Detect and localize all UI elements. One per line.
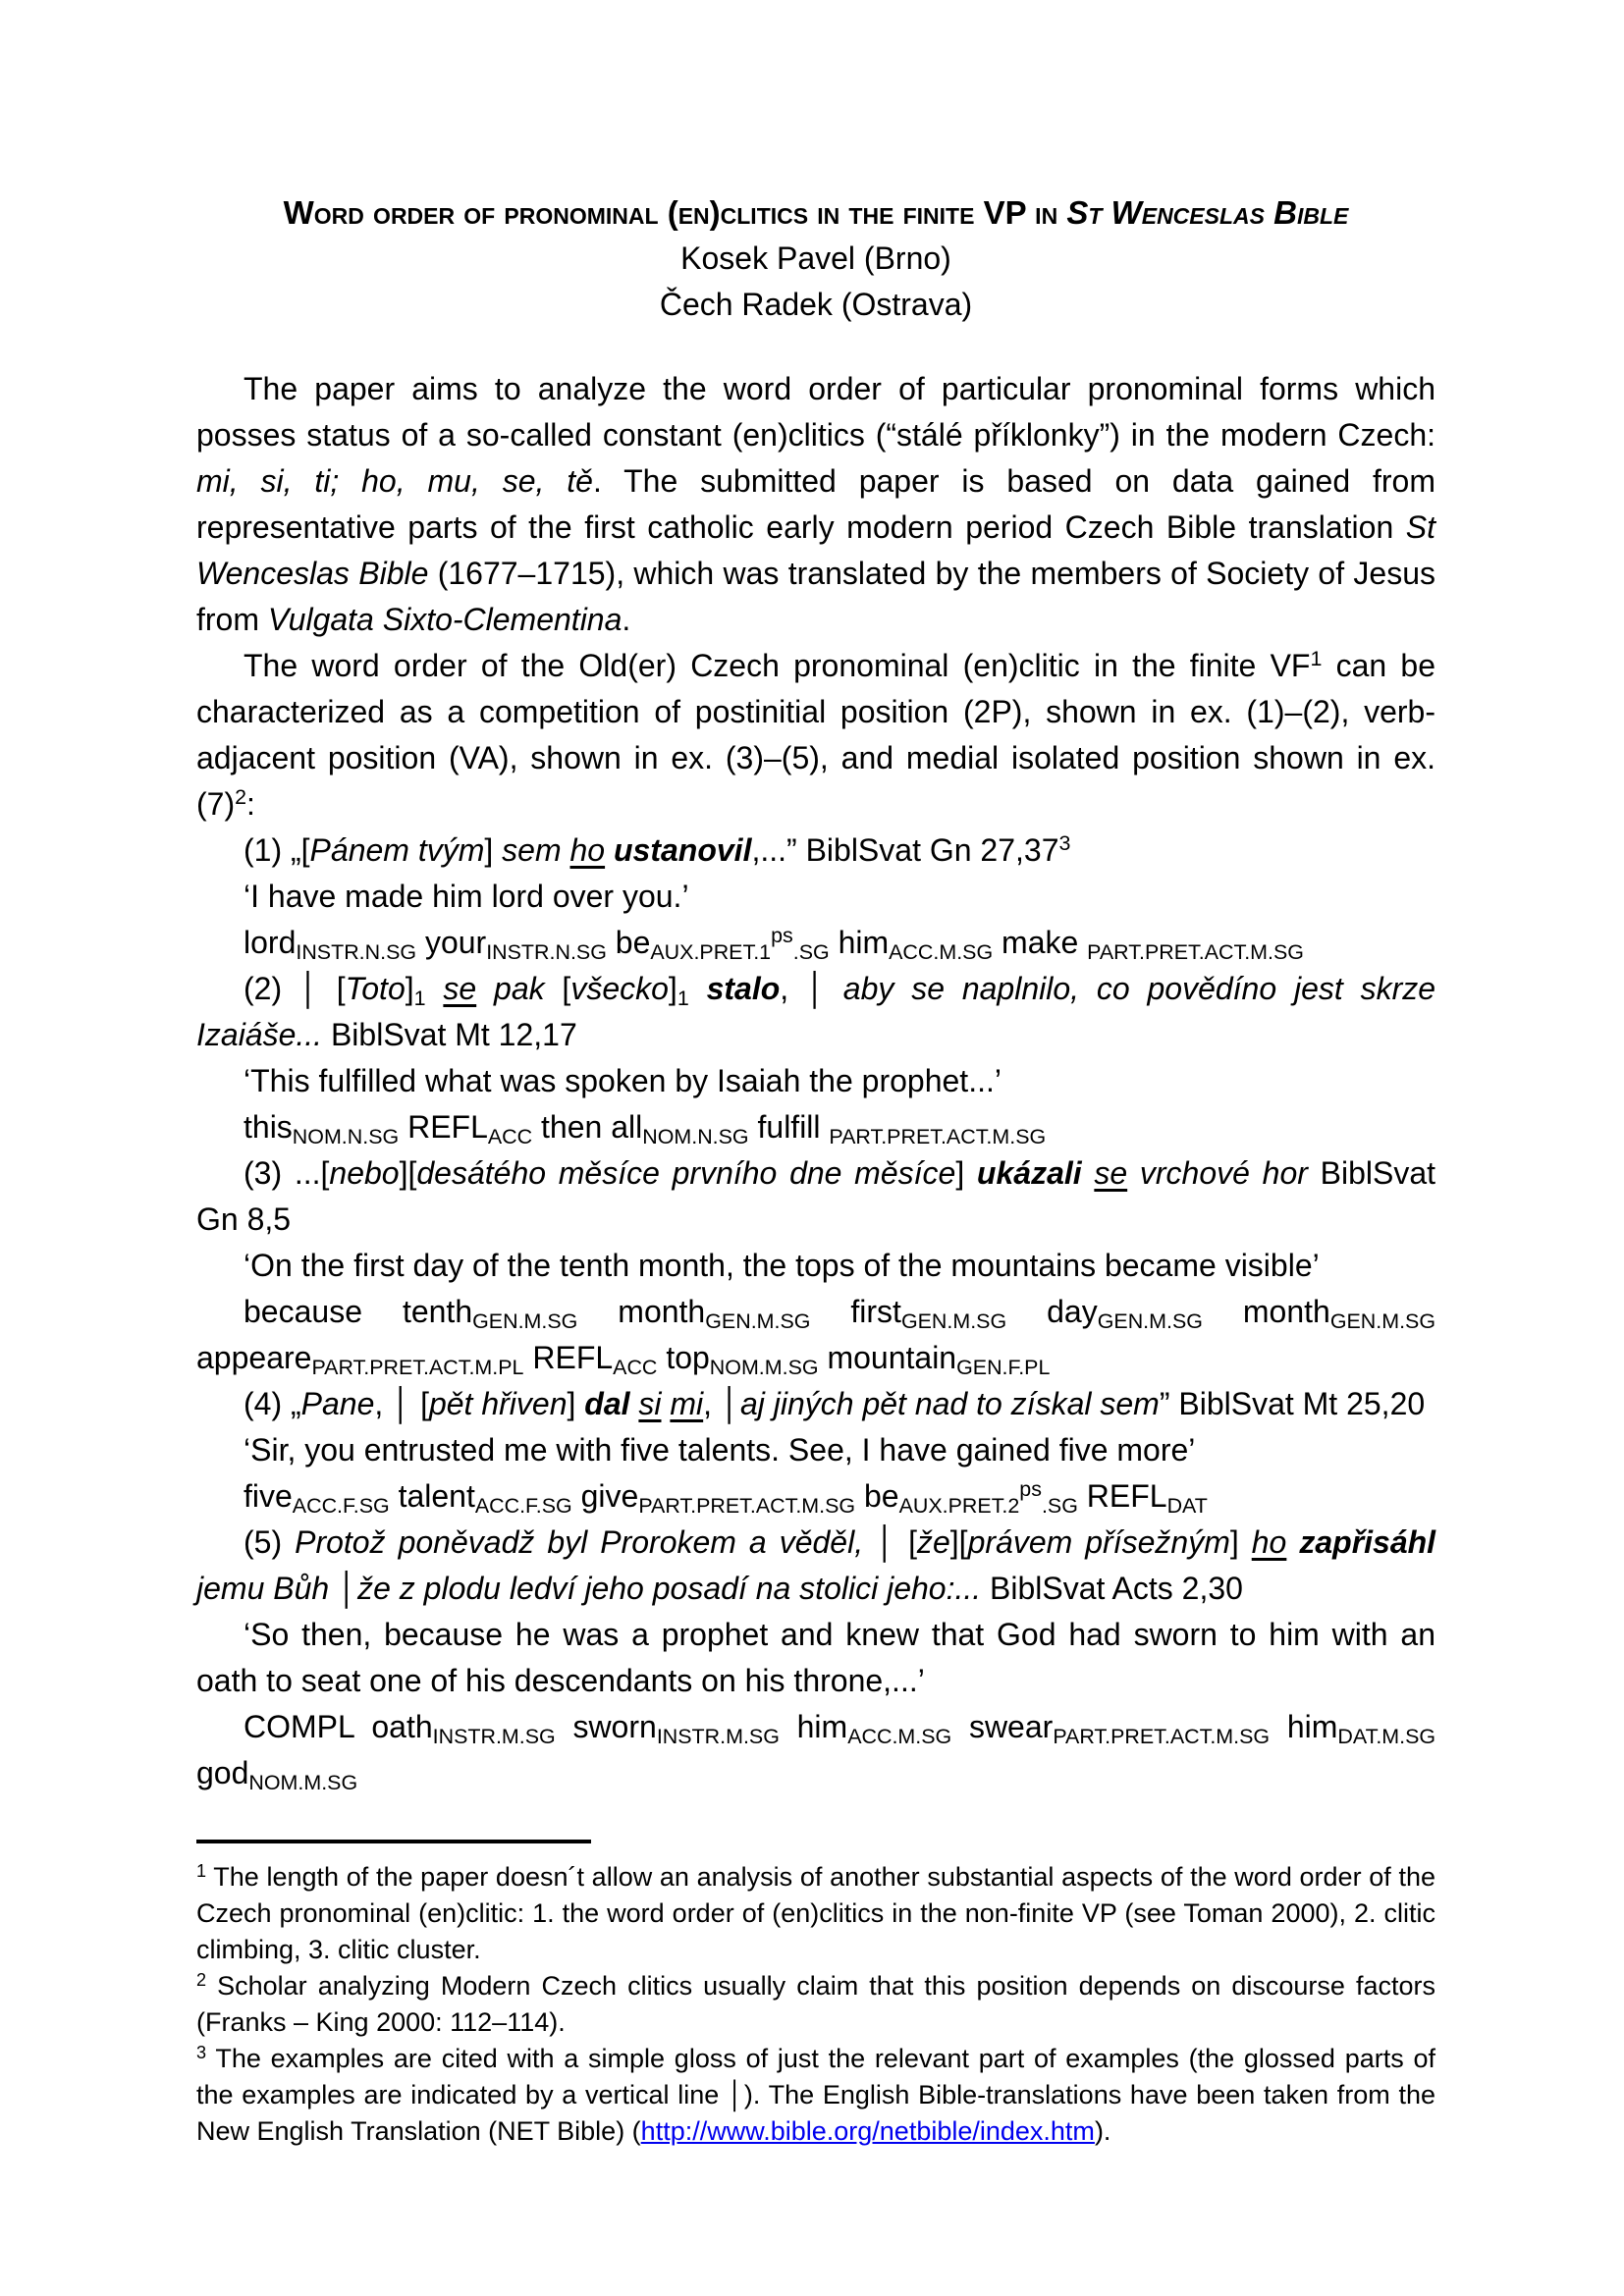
example-2-translation <box>196 1058 1435 1104</box>
abstract-body <box>196 366 1435 1796</box>
text-segment: top <box>657 1340 710 1375</box>
text-segment: │ <box>329 1571 358 1606</box>
text-segment: GEN.M.SG <box>900 1309 1007 1333</box>
text-segment: (3) ...[ <box>244 1155 330 1191</box>
text-segment: NOM.N.SG <box>642 1125 749 1148</box>
text-segment: že <box>916 1524 950 1560</box>
text-segment: ] <box>405 971 414 1006</box>
text-segment <box>1127 1155 1140 1191</box>
text-segment: (2) │ [ <box>244 971 346 1006</box>
text-segment: because tenth <box>244 1294 473 1329</box>
text-segment: INSTR.M.SG <box>432 1725 556 1748</box>
text-segment: .SG <box>792 940 830 964</box>
text-segment: this <box>244 1109 293 1145</box>
text-segment: NOM.M.SG <box>709 1356 819 1379</box>
text-segment: že z plodu ledví jeho posadí na stolici jeho:... <box>357 1571 982 1606</box>
text-segment: five <box>244 1478 293 1514</box>
text-segment: 2 <box>196 1969 207 1990</box>
text-segment: day <box>1006 1294 1098 1329</box>
text-segment <box>476 971 494 1006</box>
text-segment: ‘This fulfilled what was spoken by Isaiah the prophet...’ <box>244 1063 1001 1098</box>
text-segment: 2 <box>235 784 247 809</box>
text-segment: INSTR.N.SG <box>486 940 607 964</box>
text-segment: : <box>246 786 255 822</box>
text-segment <box>426 971 444 1006</box>
text-segment: PART.PRET.ACT.M.SG <box>829 1125 1047 1148</box>
text-segment: AUX.PRET.1 <box>650 940 772 964</box>
text-segment: aby se naplnilo, co povědíno jest skrze Izaiáše... <box>196 971 1436 1052</box>
text-segment: ACC.F.SG <box>474 1494 572 1518</box>
example-1-gloss <box>196 920 1435 966</box>
text-segment: mi <box>670 1386 704 1421</box>
text-segment: GEN.M.SG <box>705 1309 811 1333</box>
text-segment: St Wenceslas Bible <box>196 509 1435 591</box>
text-segment: him <box>1270 1709 1338 1744</box>
text-segment: ] <box>567 1386 585 1421</box>
text-segment: ,...” BiblSvat Gn 27,37 <box>751 832 1059 868</box>
text-segment: . The submitted paper is based on data gained from representative parts of the first catholic early modern period Czech Bible translation <box>196 463 1436 545</box>
text-segment: BiblSvat Gn 8,5 <box>196 1155 1435 1237</box>
text-segment: 3 <box>196 2042 207 2062</box>
text-segment: se <box>443 971 477 1006</box>
text-segment: všecko <box>570 971 669 1006</box>
text-segment: GEN.M.SG <box>472 1309 578 1333</box>
text-segment <box>1286 1524 1299 1560</box>
text-segment: , │ [ <box>374 1386 429 1421</box>
example-3-translation <box>196 1243 1435 1289</box>
text-segment: BiblSvat Acts 2,30 <box>981 1571 1243 1606</box>
text-segment: (1) „[ <box>244 832 310 868</box>
text-segment: ACC.F.SG <box>292 1494 390 1518</box>
text-segment: │ [ <box>863 1524 917 1560</box>
text-segment: can be characterized as a competition of postinitial position (2P), shown in ex. (1)–(2), verb-adjacent position (VA), shown in ex. (3)–(5), and medial isolated position shown in ex. (7) <box>196 648 1436 822</box>
paper-title-emphasis: St Wenceslas Bible <box>1066 194 1349 231</box>
text-segment <box>689 971 707 1006</box>
abstract-paragraph <box>196 366 1435 643</box>
text-segment: Pánem tvým <box>309 832 485 868</box>
example-3 <box>196 1150 1435 1243</box>
text-segment: jemu Bůh <box>196 1571 330 1606</box>
text-segment: AUX.PRET.2 <box>898 1494 1020 1518</box>
text-segment: DAT.M.SG <box>1337 1725 1436 1748</box>
text-segment: COMPL oath <box>244 1709 433 1744</box>
example-4 <box>196 1381 1435 1427</box>
text-segment: BiblSvat Mt 12,17 <box>322 1017 577 1052</box>
text-segment: NOM.N.SG <box>292 1125 400 1148</box>
example-4-gloss <box>196 1473 1435 1520</box>
text-segment: dal <box>584 1386 630 1421</box>
text-segment: god <box>196 1755 249 1790</box>
text-segment: The length of the paper doesn´t allow an analysis of another substantial aspects of the word order of the Czech pronominal (en)clitic: 1. the word order of (en)clitics in the non-finite VP (see Toman 2000), 2. clitic climbing, 3. clitic cluster. <box>196 1862 1435 1964</box>
paper-title <box>196 189 1435 236</box>
text-segment: ustanovil <box>613 832 752 868</box>
text-segment: (4) „ <box>244 1386 301 1421</box>
text-segment: , │ <box>780 971 843 1006</box>
text-segment: make <box>993 925 1088 960</box>
text-segment: The word order of the Old(er) Czech pronominal (en)clitic in the finite VF <box>244 648 1311 683</box>
text-segment: your <box>416 925 487 960</box>
author-line-1: Kosek Pavel (Brno) <box>680 240 951 276</box>
text-segment: si <box>638 1386 662 1421</box>
text-segment: ps <box>771 923 793 947</box>
example-5-translation <box>196 1612 1435 1704</box>
text-segment: , │ <box>703 1386 740 1421</box>
text-segment: PART.PRET.ACT.M.SG <box>638 1494 856 1518</box>
text-segment: be <box>606 925 651 960</box>
text-segment: The examples are cited with a simple gloss of just the relevant part of examples (the glossed parts of the examples are indicated by a vertical line │). The English Bible-translations have been taken from the New English Translation (NET Bible) ( <box>196 2044 1435 2146</box>
text-segment: fulfill <box>748 1109 830 1145</box>
text-segment: PART.PRET.ACT.M.SG <box>1053 1725 1271 1748</box>
author-line-2: Čech Radek (Ostrava) <box>659 287 973 322</box>
text-segment <box>605 832 614 868</box>
text-segment: ][ <box>399 1155 417 1191</box>
text-segment: .SG <box>1041 1494 1078 1518</box>
text-segment: month <box>577 1294 706 1329</box>
example-4-translation <box>196 1427 1435 1473</box>
text-segment: ACC <box>613 1356 658 1379</box>
text-segment: NOM.M.SG <box>248 1771 358 1794</box>
text-segment: ‘I have made him lord over you.’ <box>244 879 689 914</box>
text-segment: ][ <box>949 1524 968 1560</box>
text-segment: The paper aims to analyze the word order of particular pronominal forms which posses status of a so-called constant (en)clitics (“stálé příklonky”) in the modern Czech: <box>196 371 1435 453</box>
text-segment: ho <box>569 832 606 868</box>
example-5-gloss <box>196 1704 1435 1796</box>
paper-title-text: Word order of pronominal (en)clitics in the finite VP in <box>283 194 1067 231</box>
text-segment: be <box>855 1478 899 1514</box>
text-segment: stalo <box>706 971 781 1006</box>
text-segment: sem <box>502 832 570 868</box>
text-segment: swear <box>951 1709 1054 1744</box>
text-segment: PART.PRET.ACT.M.PL <box>311 1356 524 1379</box>
page-content <box>196 189 1435 2150</box>
text-segment: ] <box>668 971 677 1006</box>
text-segment: ‘So then, because he was a prophet and knew that God had sworn to him with an oath to seat one of his descendants on his throne,...’ <box>196 1617 1435 1698</box>
text-segment: ). <box>1094 2116 1111 2146</box>
text-segment: appeare <box>196 1340 312 1375</box>
text-segment: právem přísežným <box>967 1524 1230 1560</box>
text-segment: zapřisáhl <box>1299 1524 1436 1560</box>
text-segment: Toto <box>345 971 406 1006</box>
text-segment: pět hřiven <box>428 1386 568 1421</box>
text-segment: DAT <box>1166 1494 1208 1518</box>
text-segment: desátého měsíce prvního dne měsíce <box>416 1155 956 1191</box>
intro-paragraph <box>196 643 1435 828</box>
text-segment: mi, si, ti; ho, mu, se, tě <box>196 463 593 499</box>
text-segment: . <box>622 602 631 637</box>
text-segment: give <box>571 1478 639 1514</box>
text-segment: Vulgata Sixto-Clementina <box>267 602 623 637</box>
text-segment: ” BiblSvat Mt 25,20 <box>1159 1386 1426 1421</box>
text-segment: INSTR.N.SG <box>296 940 417 964</box>
text-segment: nebo <box>329 1155 400 1191</box>
text-segment: PART.PRET.ACT.M.SG <box>1087 940 1304 964</box>
text-segment: GEN.M.SG <box>1097 1309 1203 1333</box>
text-segment: [ <box>544 971 571 1006</box>
text-segment: ] <box>1229 1524 1252 1560</box>
text-segment: ‘On the first day of the tenth month, the tops of the mountains became visible’ <box>244 1248 1320 1283</box>
example-2-gloss <box>196 1104 1435 1150</box>
text-segment: Scholar analyzing Modern Czech clitics usually claim that this position depends on discourse factors (Franks – King 2000: 112–114). <box>196 1971 1435 2037</box>
text-segment: ACC <box>487 1125 533 1148</box>
text-segment: (1677–1715), which was translated by the members of Society of Jesus from <box>196 556 1435 637</box>
footnote-1 <box>196 1859 1435 1968</box>
footnote-2 <box>196 1968 1435 2041</box>
text-segment: GEN.F.PL <box>956 1356 1051 1379</box>
example-1-translation <box>196 874 1435 920</box>
text-segment: REFL <box>399 1109 488 1145</box>
text-segment: ‘Sir, you entrusted me with five talents. See, I have gained five more’ <box>244 1432 1196 1468</box>
text-segment: talent <box>389 1478 475 1514</box>
text-segment: 1 <box>1310 646 1323 670</box>
text-segment: him <box>829 925 890 960</box>
text-segment: ps <box>1019 1476 1042 1501</box>
text-segment: REFL <box>1077 1478 1167 1514</box>
footnote-separator <box>196 1840 591 1843</box>
hyperlink[interactable]: http://www.bible.org/netbible/index.htm <box>640 2116 1095 2146</box>
text-segment: then all <box>532 1109 643 1145</box>
text-segment: him <box>779 1709 848 1744</box>
text-segment: ukázali <box>976 1155 1082 1191</box>
text-segment: aj jiných pět nad to získal sem <box>739 1386 1160 1421</box>
footnotes-section <box>196 1859 1435 2150</box>
text-segment: month <box>1202 1294 1330 1329</box>
text-segment: ho <box>1251 1524 1287 1560</box>
text-segment: mountain <box>818 1340 957 1375</box>
text-segment: GEN.M.SG <box>1329 1309 1436 1333</box>
text-segment: (5) <box>244 1524 296 1560</box>
text-segment: 1 <box>677 987 689 1010</box>
text-segment: pak <box>494 971 545 1006</box>
text-segment: lord <box>244 925 297 960</box>
example-5 <box>196 1520 1435 1612</box>
text-segment: ] <box>484 832 503 868</box>
text-segment: 1 <box>413 987 426 1010</box>
example-2 <box>196 966 1435 1058</box>
text-segment: REFL <box>523 1340 614 1375</box>
text-segment: INSTR.M.SG <box>656 1725 780 1748</box>
example-1 <box>196 828 1435 874</box>
text-segment: 1 <box>196 1860 207 1881</box>
text-segment: sworn <box>555 1709 657 1744</box>
example-3-gloss <box>196 1289 1435 1381</box>
text-segment: ] <box>955 1155 977 1191</box>
text-segment: vrchové hor <box>1139 1155 1308 1191</box>
text-segment: ACC.M.SG <box>847 1725 952 1748</box>
text-segment: ACC.M.SG <box>889 940 994 964</box>
text-segment: se <box>1094 1155 1128 1191</box>
footnote-3 <box>196 2041 1435 2150</box>
text-segment: 3 <box>1058 830 1071 855</box>
text-segment: Protož poněvadž byl Prorokem a věděl, <box>295 1524 864 1560</box>
text-segment: first <box>810 1294 901 1329</box>
text-segment <box>1082 1155 1095 1191</box>
text-segment: Pane <box>300 1386 375 1421</box>
